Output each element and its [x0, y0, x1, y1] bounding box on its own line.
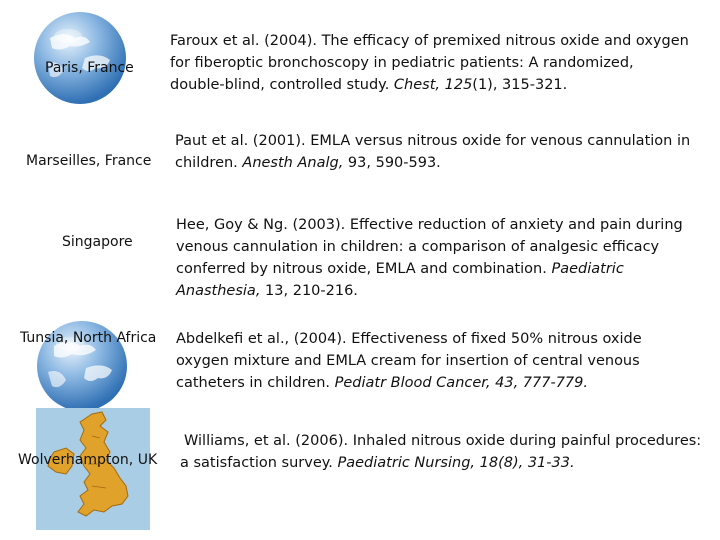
uk-map-icon	[36, 408, 150, 530]
location-label: Marseilles, France	[26, 153, 152, 169]
reference-entry	[180, 430, 705, 474]
reference-issue: 93, 590-593.	[343, 155, 441, 171]
reference-text: Paut et al. (2001). EMLA versus nitrous oxide for venous cannulation in children.	[175, 133, 691, 171]
reference-entry	[176, 214, 696, 302]
journal-name: Paediatric Nursing, 18(8), 31-33.	[337, 455, 575, 471]
globe-icon	[30, 8, 130, 108]
reference-issue: 13, 210-216.	[260, 283, 358, 299]
location-label: Wolverhampton, UK	[18, 452, 158, 468]
reference-text: Faroux et al. (2004). The efficacy of premixed nitrous oxide and oxygen for fiberoptic bronchoscopy in pediatric patients: A randomized, double-blind, controlled study.	[170, 33, 689, 93]
journal-name: Paediatric Anasthesia,	[176, 261, 624, 299]
reference-text: Williams, et al. (2006). Inhaled nitrous oxide during painful procedures: a satisfaction survey.	[180, 433, 702, 471]
journal-name: Pediatr Blood Cancer, 43, 777-779.	[334, 375, 588, 391]
location-label: Tunsia, North Africa	[20, 330, 157, 346]
location-label: Singapore	[62, 234, 133, 250]
journal-name: Chest, 125	[393, 77, 473, 93]
reference-entry	[175, 130, 695, 174]
reference-issue: (1), 315-321.	[472, 77, 568, 93]
reference-entry	[170, 30, 690, 96]
reference-text: Hee, Goy & Ng. (2003). Effective reduction of anxiety and pain during venous cannulation in children: a comparison of analgesic efficacy conferred by nitrous oxide, EMLA and combination.	[176, 217, 683, 277]
journal-name: Anesth Analg,	[242, 155, 344, 171]
reference-text: Abdelkefi et al., (2004). Effectiveness of fixed 50% nitrous oxide oxygen mixture and EMLA cream for insertion of central venous catheters in children.	[176, 331, 642, 391]
reference-entry	[176, 328, 656, 394]
location-label: Paris, France	[45, 60, 134, 76]
